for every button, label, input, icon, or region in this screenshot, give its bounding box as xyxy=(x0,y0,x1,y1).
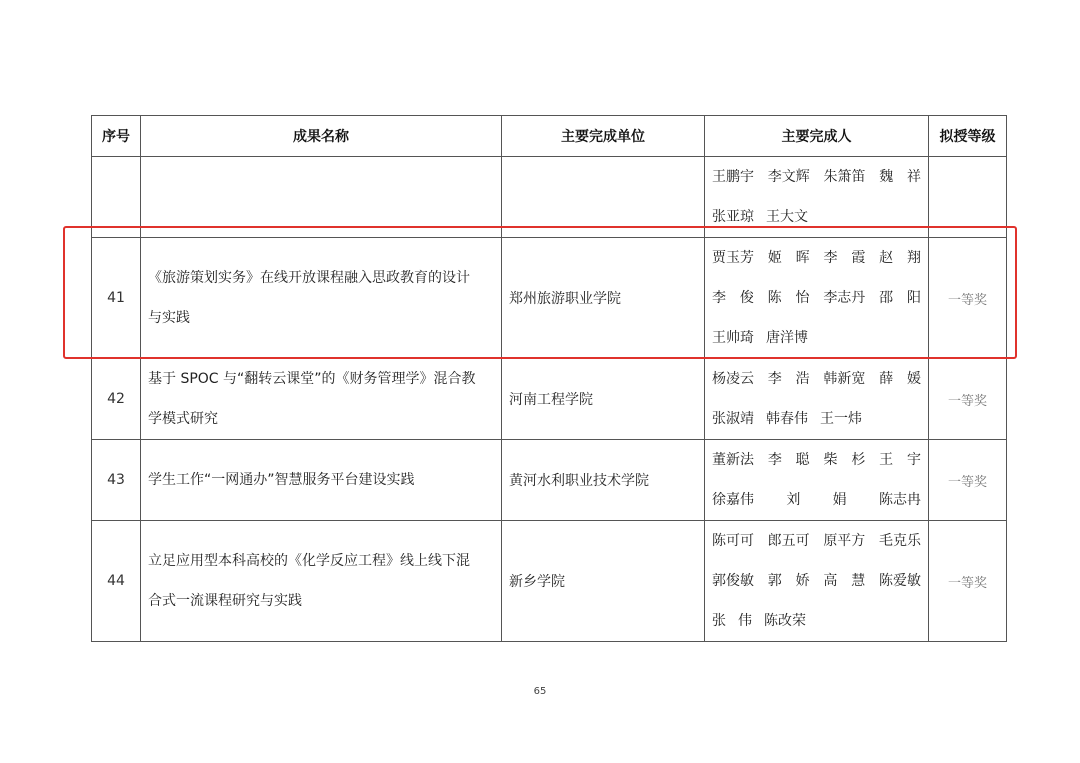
person-name: 董新法 xyxy=(712,452,754,468)
table-row xyxy=(92,521,1007,642)
person-name: 刘 xyxy=(786,492,801,508)
person-name: 怡 xyxy=(795,290,810,306)
cell-seq: 43 xyxy=(92,440,141,521)
person-name: 高 xyxy=(823,573,838,589)
people-line xyxy=(712,399,921,439)
person-name: 翔 xyxy=(906,250,921,266)
person-name: 邵 xyxy=(879,290,894,306)
person-name: 徐嘉伟 xyxy=(712,492,754,508)
person-name: 李 xyxy=(823,250,838,266)
person-name: 陈志冉 xyxy=(878,492,921,508)
name-line: 学生工作“一网通办”智慧服务平台建设实践 xyxy=(148,472,415,488)
people-line xyxy=(712,157,921,197)
person-name: 李 xyxy=(767,452,782,468)
person-name: 郭俊敏 xyxy=(712,573,754,589)
header-seq: 序号 xyxy=(92,116,141,157)
person-name: 聪 xyxy=(795,452,810,468)
person-name: 陈改荣 xyxy=(764,613,806,629)
person-name: 魏 xyxy=(879,169,894,185)
person-name: 李文辉 xyxy=(767,169,810,185)
person-name: 俊 xyxy=(739,290,754,306)
person-name: 李志丹 xyxy=(823,290,866,306)
person-name: 郎五可 xyxy=(767,533,810,549)
people-line xyxy=(712,359,921,399)
name-line: 与实践 xyxy=(148,310,190,326)
person-name: 韩春伟 xyxy=(766,411,808,427)
cell-people xyxy=(705,521,929,642)
person-name: 王帅琦 xyxy=(712,330,754,346)
person-name: 韩新宽 xyxy=(823,371,866,387)
cell-unit: 新乡学院 xyxy=(502,521,705,642)
header-unit: 主要完成单位 xyxy=(502,116,705,157)
cell-people xyxy=(705,440,929,521)
highlight-box xyxy=(63,226,1017,359)
name-line: 合式一流课程研究与实践 xyxy=(148,593,302,609)
person-name: 陈 xyxy=(767,290,782,306)
cell-unit: 河南工程学院 xyxy=(502,359,705,440)
cell-grade: 一等奖 xyxy=(929,521,1007,642)
people-line xyxy=(712,561,921,601)
person-name: 唐洋博 xyxy=(766,330,808,346)
person-name: 王鹏宇 xyxy=(712,169,754,185)
awards-table xyxy=(91,115,1007,642)
header-name: 成果名称 xyxy=(141,116,502,157)
cell-unit: 黄河水利职业技术学院 xyxy=(502,440,705,521)
person-name: 阳 xyxy=(906,290,921,306)
person-name: 薛 xyxy=(879,371,894,387)
cell-name xyxy=(141,521,502,642)
people-line xyxy=(712,521,921,561)
people-line xyxy=(712,440,921,480)
cell-seq: 42 xyxy=(92,359,141,440)
cell-name xyxy=(141,440,502,521)
name-line: 基于 SPOC 与“翻转云课堂”的《财务管理学》混合教 xyxy=(148,371,476,387)
person-name: 媛 xyxy=(906,371,921,387)
person-name: 王一炜 xyxy=(820,411,862,427)
person-name: 伟 xyxy=(738,613,752,629)
person-name: 毛克乐 xyxy=(878,533,921,549)
person-name: 原平方 xyxy=(823,533,866,549)
person-name: 柴 xyxy=(823,452,838,468)
person-name: 张亚琼 xyxy=(712,209,754,225)
cell-unit: 郑州旅游职业学院 xyxy=(502,238,705,359)
person-name: 李 xyxy=(767,371,782,387)
person-name: 陈爱敏 xyxy=(878,573,921,589)
cell-seq: 41 xyxy=(92,238,141,359)
cell-seq: 44 xyxy=(92,521,141,642)
header-people: 主要完成人 xyxy=(705,116,929,157)
name-line: 学模式研究 xyxy=(148,411,218,427)
person-name: 王大文 xyxy=(766,209,808,225)
person-name: 陈可可 xyxy=(712,533,754,549)
person-name: 赵 xyxy=(879,250,894,266)
person-name: 张淑靖 xyxy=(712,411,754,427)
cell-grade: 一等奖 xyxy=(929,359,1007,440)
header-grade: 拟授等级 xyxy=(929,116,1007,157)
person-name: 朱箫笛 xyxy=(823,169,866,185)
person-name: 霞 xyxy=(851,250,866,266)
cell-grade: 一等奖 xyxy=(929,238,1007,359)
person-name: 祥 xyxy=(907,169,921,185)
person-name: 张 xyxy=(712,613,726,629)
person-name: 浩 xyxy=(795,371,810,387)
person-name: 杉 xyxy=(851,452,866,468)
person-name: 慧 xyxy=(851,573,866,589)
person-name: 杨凌云 xyxy=(712,371,754,387)
cell-name xyxy=(141,359,502,440)
person-name: 李 xyxy=(712,290,726,306)
person-name: 王 xyxy=(879,452,894,468)
person-name: 郭 xyxy=(767,573,782,589)
person-name: 娇 xyxy=(795,573,810,589)
person-name: 晖 xyxy=(795,250,810,266)
person-name: 贾玉芳 xyxy=(712,250,754,266)
table-row xyxy=(92,440,1007,521)
person-name: 姬 xyxy=(767,250,782,266)
name-line: 《旅游策划实务》在线开放课程融入思政教育的设计 xyxy=(148,270,470,286)
cell-grade: 一等奖 xyxy=(929,440,1007,521)
person-name: 宇 xyxy=(906,452,921,468)
table-row xyxy=(92,359,1007,440)
page-number: 65 xyxy=(533,686,547,697)
name-line: 立足应用型本科高校的《化学反应工程》线上线下混 xyxy=(148,553,470,569)
people-line xyxy=(712,601,921,641)
cell-people xyxy=(705,359,929,440)
person-name: 娟 xyxy=(832,492,847,508)
table-header-row xyxy=(92,116,1007,157)
people-line xyxy=(712,480,921,520)
